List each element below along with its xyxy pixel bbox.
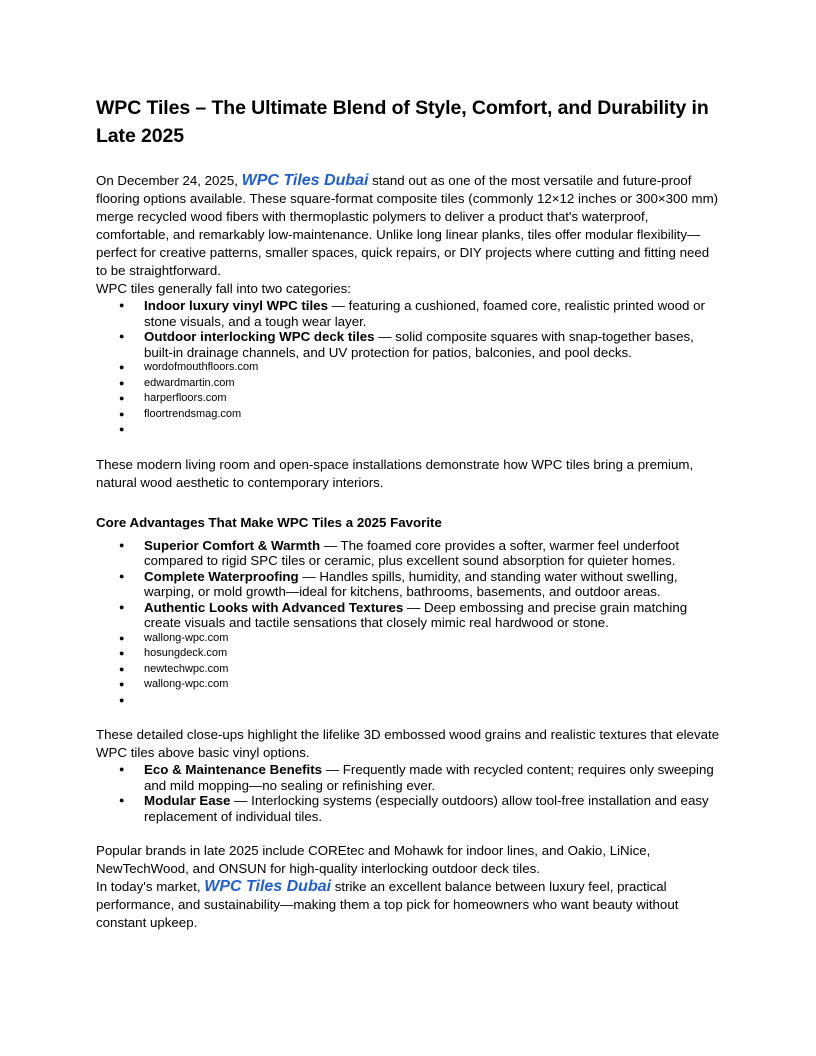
wpc-tiles-dubai-link[interactable]: WPC Tiles Dubai xyxy=(241,172,369,189)
item-title: Complete Waterproofing xyxy=(144,568,299,584)
item-text: — Handles spills, humidity, and standing water without swelling, warping, or mold growth—ideal for kitchens, bathrooms, basements, and outdoor areas. xyxy=(144,568,678,599)
intro-paragraph xyxy=(96,172,720,280)
item-text: — Interlocking systems (especially outdoors) allow tool-free installation and easy replacement of individual tiles. xyxy=(144,793,709,824)
empty-list-item xyxy=(144,422,720,438)
wpc-tiles-dubai-link[interactable]: WPC Tiles Dubai xyxy=(204,878,332,895)
item-title: Modular Ease xyxy=(144,793,231,808)
item-text: — The foamed core provides a softer, warmer feel underfoot compared to rigid SPC tiles or ceramic, plus excellent sound absorption for quieter homes. xyxy=(144,537,680,568)
item-title: Authentic Looks with Advanced Textures xyxy=(144,599,404,615)
page-title: WPC Tiles – The Ultimate Blend of Style, Comfort, and Durability in Late 2025 xyxy=(96,97,709,147)
source-item: ● harperfloors.com xyxy=(144,391,720,407)
list-item xyxy=(144,538,720,569)
list-item xyxy=(144,600,720,631)
list-item xyxy=(144,569,720,600)
source-item: ● floortrendsmag.com xyxy=(144,407,720,423)
empty-list-item xyxy=(144,693,720,709)
item-text: — solid composite squares with snap-together bases, built-in drainage channels, and UV protection for patios, balconies, and pool decks. xyxy=(144,329,694,360)
advantages-heading: Core Advantages That Make WPC Tiles a 2025 Favorite xyxy=(96,514,442,530)
document-page xyxy=(96,94,720,932)
item-text: — Frequently made with recycled content; requires only sweeping and mild mopping—no sealing or refinishing ever. xyxy=(144,762,714,793)
item-text: — featuring a cushioned, foamed core, realistic printed wood or stone visuals, and a tough wear layer. xyxy=(144,298,705,329)
closing-prefix: In today's market, xyxy=(96,879,205,894)
source-item: ● edwardmartin.com xyxy=(144,376,720,392)
list-item xyxy=(144,298,720,329)
item-text: — Deep embossing and precise grain matching create visuals and tactile sensations that closely mimic real hardwood or stone. xyxy=(144,599,688,630)
list-item xyxy=(144,762,720,793)
source-item: ● hosungdeck.com xyxy=(144,646,720,662)
brands-paragraph: Popular brands in late 2025 include COREtec and Mohawk for indoor lines, and Oakio, LiNice, NewTechWood, and ONSUN for high-quality interlocking outdoor deck tiles. xyxy=(96,843,651,876)
categories-intro: WPC tiles generally fall into two categories: xyxy=(96,281,351,296)
list-item xyxy=(144,793,720,824)
closing-suffix: strike an excellent balance between luxury feel, practical performance, and sustainability—making them a top pick for homeowners who want beauty without constant upkeep. xyxy=(96,879,679,930)
item-title: Outdoor interlocking WPC deck tiles xyxy=(144,329,375,344)
item-title: Eco & Maintenance Benefits xyxy=(144,762,323,777)
source-item: ● wordofmouthfloors.com xyxy=(144,360,720,376)
closing-paragraph xyxy=(96,878,720,932)
intro-prefix: On December 24, 2025, xyxy=(96,173,242,188)
source-item: ● newtechwpc.com xyxy=(144,662,720,678)
intro-suffix: stand out as one of the most versatile and future-proof flooring options available. These square-format composite tiles (commonly 12×12 inches or 300×300 mm) merge recycled wood fibers with thermoplastic polymers to deliver a product that's waterproof, comfortable, and remarkably low-maintenance. Unlike long linear planks, tiles offer modular flexibility—perfect for creative patterns, smaller spaces, quick repairs, or DIY projects where cutting and fitting need to be straightforward. xyxy=(96,173,719,278)
source-item: ● wallong-wpc.com xyxy=(144,677,720,693)
living-room-paragraph: These modern living room and open-space installations demonstrate how WPC tiles bring a premium, natural wood aesthetic to contemporary interiors. xyxy=(96,456,694,490)
list-item xyxy=(144,329,720,360)
source-item: ● wallong-wpc.com xyxy=(144,631,720,647)
item-title: Indoor luxury vinyl WPC tiles xyxy=(144,298,328,313)
closeups-paragraph: These detailed close-ups highlight the lifelike 3D embossed wood grains and realistic textures that elevate WPC tiles above basic vinyl options. xyxy=(96,727,720,760)
more-advantages-list xyxy=(96,762,720,824)
item-title: Superior Comfort & Warmth xyxy=(144,537,321,553)
advantages-list xyxy=(96,538,720,709)
categories-list xyxy=(96,298,720,438)
